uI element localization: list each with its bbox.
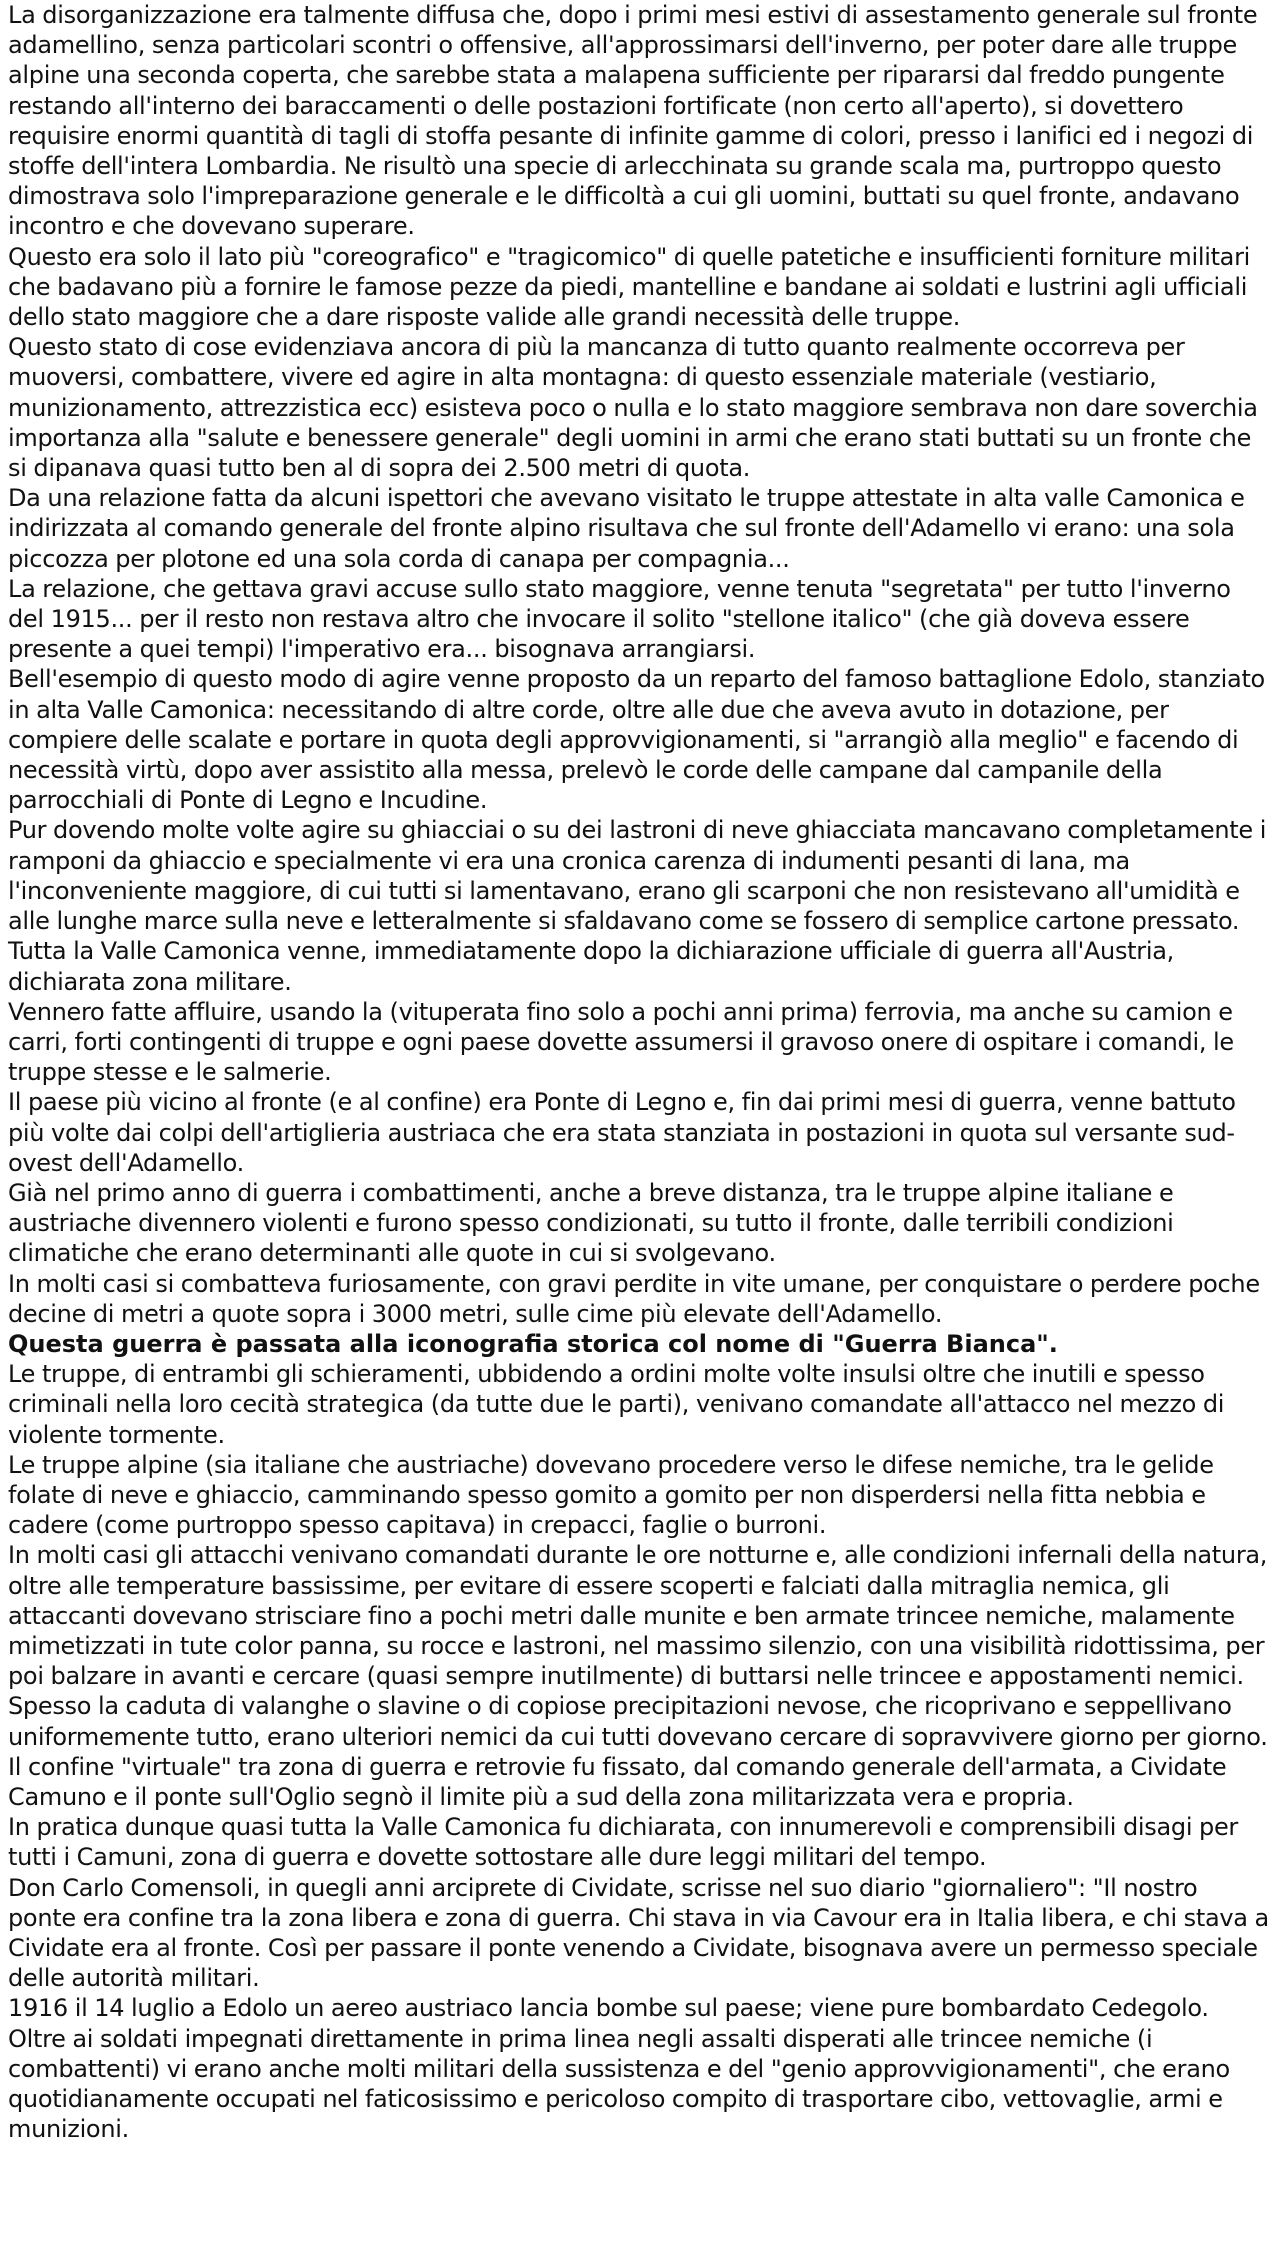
paragraph-14: Le truppe alpine (sia italiane che austriache) dovevano procedere verso le difese nemiche, tra le gelide folate di neve e ghiaccio, camminando spesso gomito a gomito per non disperdersi nella fitta nebbia e cadere (come purtroppo spesso capitava) in crepacci, faglie o burroni. — [8, 1450, 1214, 1540]
paragraph-11: Già nel primo anno di guerra i combattimenti, anche a breve distanza, tra le truppe alpine italiane e austriache divennero violenti e furono spesso condizionati, su tutto il fronte, dalle terribili condizioni climatiche che erano determinanti alle quote in cui si svolgevano. — [8, 1178, 1174, 1268]
paragraph-21: Oltre ai soldati impegnati direttamente in prima linea negli assalti disperati alle trincee nemiche (i combattenti) vi erano anche molti militari della sussistenza e del "genio approvvigionamenti", che erano quotidianamente occupati nel faticosissimo e pericoloso compito di trasportare cibo, vettovaglie, armi e munizioni. — [8, 2024, 1230, 2144]
paragraph-15: In molti casi gli attacchi venivano comandati durante le ore notturne e, alle condizioni infernali della natura, oltre alle temperature bassissime, per evitare di essere scoperti e falciati dalla mitraglia nemica, gli attaccanti dovevano strisciare fino a pochi metri dalle munite e ben armate trincee nemiche, malamente mimetizzati in tute color panna, su rocce e lastroni, nel massimo silenzio, con una visibilità ridottissima, per poi balzare in avanti e cercare (quasi sempre inutilmente) di buttarsi nelle trincee e appostamenti nemici. — [8, 1541, 1268, 1691]
paragraph-18: In pratica dunque quasi tutta la Valle Camonica fu dichiarata, con innumerevoli e comprensibili disagi per tutti i Camuni, zona di guerra e dovette sottostare alle dure leggi militari del tempo. — [8, 1813, 1238, 1872]
paragraph-5: La relazione, che gettava gravi accuse sullo stato maggiore, venne tenuta "segretata" per tutto l'inverno del 1915... per il resto non restava altro che invocare il solito "stellone italico" (che già doveva essere presente a quei tempi) l'imperativo era... bisognava arrangiarsi. — [8, 574, 1231, 664]
paragraph-7: Pur dovendo molte volte agire su ghiacciai o su dei lastroni di neve ghiacciata mancavano completamente i ramponi da ghiaccio e specialmente vi era una cronica carenza di indumenti pesanti di lana, ma l'inconveniente maggiore, di cui tutti si lamentavano, erano gli scarponi che non resistevano all'umidità e alle lunghe marce sulla neve e letteralmente si sfaldavano come se fossero di semplice cartone pressato. — [8, 816, 1267, 936]
section-heading: Questa guerra è passata alla iconografia storica col nome di "Guerra Bianca". — [8, 1329, 1058, 1358]
paragraph-1: La disorganizzazione era talmente diffusa che, dopo i primi mesi estivi di assestamento generale sul fronte adamellino, senza particolari scontri o offensive, all'approssimarsi dell'inverno, per poter dare alle truppe alpine una seconda coperta, che sarebbe stata a malapena sufficiente per ripararsi dal freddo pungente restando all'interno dei baraccamenti o delle postazioni fortificate (non certo all'aperto), si dovettero requisire enormi quantità di tagli di stoffa pesante di infinite gamme di colori, presso i lanifici ed i negozi di stoffe dell'intera Lombardia. Ne risultò una specie di arlecchinata su grande scala ma, purtroppo questo dimostrava solo l'impreparazione generale e le difficoltà a cui gli uomini, buttati su quel fronte, andavano incontro e che dovevano superare. — [8, 1, 1258, 241]
paragraph-12: In molti casi si combatteva furiosamente, con gravi perdite in vite umane, per conquistare o perdere poche decine di metri a quote sopra i 3000 metri, sulle cime più elevate dell'Adamello. — [8, 1269, 1260, 1328]
paragraph-3: Questo stato di cose evidenziava ancora di più la mancanza di tutto quanto realmente occorreva per muoversi, combattere, vivere ed agire in alta montagna: di questo essenziale materiale (vestiario, munizionamento, attrezzistica ecc) esisteva poco o nulla e lo stato maggiore sembrava non dare soverchia importanza alla "salute e benessere generale" degli uomini in armi che erano stati buttati su un fronte che si dipanava quasi tutto ben al di sopra dei 2.500 metri di quota. — [8, 333, 1258, 483]
paragraph-16: Spesso la caduta di valanghe o slavine o di copiose precipitazioni nevose, che ricoprivano e seppellivano uniformemente tutto, erano ulteriori nemici da cui tutti dovevano cercare di sopravvivere giorno per giorno. — [8, 1692, 1268, 1751]
paragraph-9: Vennero fatte affluire, usando la (vituperata fino solo a pochi anni prima) ferrovia, ma anche su camion e carri, forti contingenti di truppe e ogni paese dovette assumersi il gravoso onere di ospitare i comandi, le truppe stesse e le salmerie. — [8, 997, 1234, 1087]
paragraph-10: Il paese più vicino al fronte (e al confine) era Ponte di Legno e, fin dai primi mesi di guerra, venne battuto più volte dai colpi dell'artiglieria austriaca che era stata stanziata in postazioni in quota sul versante sud-ovest dell'Adamello. — [8, 1088, 1236, 1177]
paragraph-17: Il confine "virtuale" tra zona di guerra e retrovie fu fissato, dal comando generale dell'armata, a Cividate Camuno e il ponte sull'Oglio segnò il limite più a sud della zona militarizzata vera e propria. — [8, 1752, 1227, 1811]
paragraph-20: 1916 il 14 luglio a Edolo un aereo austriaco lancia bombe sul paese; viene pure bombardato Cedegolo. — [8, 1994, 1209, 2023]
paragraph-4: Da una relazione fatta da alcuni ispettori che avevano visitato le truppe attestate in alta valle Camonica e indirizzata al comando generale del fronte alpino risultava che sul fronte dell'Adamello vi erano: una sola piccozza per plotone ed una sola corda di canapa per compagnia... — [8, 484, 1245, 573]
paragraph-8: Tutta la Valle Camonica venne, immediatamente dopo la dichiarazione ufficiale di guerra all'Austria, dichiarata zona militare. — [8, 937, 1174, 996]
paragraph-2: Questo era solo il lato più "coreografico" e "tragicomico" di quelle patetiche e insufficienti forniture militari che badavano più a fornire le famose pezze da piedi, mantelline e bandane ai soldati e lustrini agli ufficiali dello stato maggiore che a dare risposte valide alle grandi necessità delle truppe. — [8, 242, 1251, 332]
paragraph-13: Le truppe, di entrambi gli schieramenti, ubbidendo a ordini molte volte insulsi oltre che inutili e spesso criminali nella loro cecità strategica (da tutte due le parti), venivano comandate all'attacco nel mezzo di violente tormente. — [8, 1360, 1225, 1449]
paragraph-19: Don Carlo Comensoli, in quegli anni arciprete di Cividate, scrisse nel suo diario "giornaliero": "Il nostro ponte era confine tra la zona libera e zona di guerra. Chi stava in via Cavour era in Italia libera, e chi stava a Cividate era al fronte. Così per passare il ponte venendo a Cividate, bisognava avere un permesso speciale delle autorità militari. — [8, 1873, 1269, 1993]
paragraph-6: Bell'esempio di questo modo di agire venne proposto da un reparto del famoso battaglione Edolo, stanziato in alta Valle Camonica: necessitando di altre corde, oltre alle due che aveva avuto in dotazione, per compiere delle scalate e portare in quota degli approvvigionamenti, si "arrangiò alla meglio" e facendo di necessità virtù, dopo aver assistito alla messa, prelevò le corde delle campane dal campanile della parrocchiali di Ponte di Legno e Incudine. — [8, 665, 1265, 815]
